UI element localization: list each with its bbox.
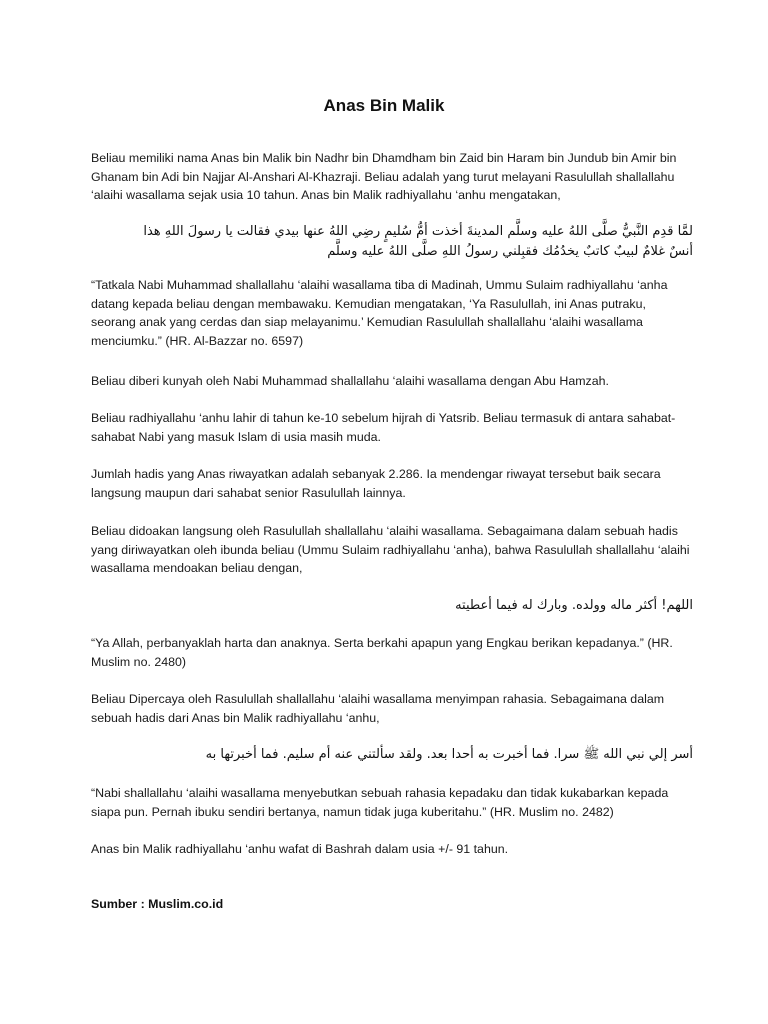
prayer-intro-paragraph: Beliau didoakan langsung oleh Rasulullah shallallahu ‘alaihi wasallama. Sebagaimana dalam sebuah hadis yang diriwayatkan oleh ibunda beliau (Ummu Sulaim radhiyallahu ‘anha), bahwa Rasulullah shallallahu ‘alaihi wasallama mendoakan beliau dengan, bbox=[91, 524, 690, 576]
hadith-count-paragraph: Jumlah hadis yang Anas riwayatkan adalah sebanyak 2.286. Ia mendengar riwayat tersebut baik secara langsung maupun dari sahabat senior Rasulullah lainnya. bbox=[91, 467, 661, 500]
arabic-secret-hadith: أسر إلي نبي الله ﷺ سرا. فما أخبرت به أحدا بعد. ولقد سألتني عنه أم سليم. فما أخبرتها به bbox=[205, 747, 693, 762]
secret-translation-paragraph: “Nabi shallallahu ‘alaihi wasallama menyebutkan sebuah rahasia kepadaku dan tidak kukabarkan kepada siapa pun. Pernah ibuku sendiri bertanya, namun tidak juga kuberitahu.” (HR. Muslim no. 2482) bbox=[91, 786, 669, 819]
arabic-prayer: اللهم! أكثر ماله وولده. وبارك له فيما أعطيته bbox=[455, 598, 693, 613]
secret-intro-paragraph: Beliau Dipercaya oleh Rasulullah shallallahu ‘alaihi wasallama menyimpan rahasia. Sebagaimana dalam sebuah hadis dari Anas bin Malik radhiyallahu ‘anhu, bbox=[91, 692, 665, 725]
arabic-hadith-line-2: أنسٌ غلامٌ لبيبٌ كاتبٌ يخدُمُك فقبِلني رسولُ اللهِ صلَّى اللهُ عليه وسلَّم bbox=[327, 244, 693, 259]
arabic-hadith-line-1: لمَّا قدِم النَّبيُّ صلَّى اللهُ عليه وسلَّم المدينةَ أخذت أمُّ سُليمٍ رضِي اللهُ عنها بيدي فقالت يا رسولَ اللهِ هذا bbox=[143, 224, 693, 239]
prayer-translation-paragraph: “Ya Allah, perbanyaklah harta dan anaknya. Serta berkahi apapun yang Engkau berikan kepadanya.” (HR. Muslim no. 2480) bbox=[91, 636, 673, 669]
birth-paragraph: Beliau radhiyallahu ‘anhu lahir di tahun ke-10 sebelum hijrah di Yatsrib. Beliau termasuk di antara sahabat-sahabat Nabi yang masuk Islam di usia masih muda. bbox=[91, 411, 676, 444]
hadith-translation-paragraph: “Tatkala Nabi Muhammad shallallahu ‘alaihi wasallama tiba di Madinah, Ummu Sulaim radhiyallahu ‘anha datang kepada beliau dengan membawaku. Kemudian mengatakan, ‘Ya Rasulullah, ini Anas putraku, seorang anak yang cerdas dan siap melayanimu.’ Kemudian Rasulullah shallallahu ‘alaihi wasallama menciumku.” (HR. Al-Bazzar no. 6597) bbox=[91, 278, 668, 348]
source-credit: Sumber : Muslim.co.id bbox=[91, 897, 224, 911]
page-title: Anas Bin Malik bbox=[323, 96, 445, 115]
death-paragraph: Anas bin Malik radhiyallahu ‘anhu wafat di Bashrah dalam usia +/- 91 tahun. bbox=[91, 842, 509, 856]
intro-paragraph: Beliau memiliki nama Anas bin Malik bin Nadhr bin Dhamdham bin Zaid bin Haram bin Jundub bin Amir bin Ghanam bin Adi bin Najjar Al-Anshari Al-Khazraji. Beliau adalah yang turut melayani Rasulullah shallallahu ‘alaihi wasallama sejak usia 10 tahun. Anas bin Malik radhiyallahu ‘anhu mengatakan, bbox=[91, 151, 677, 203]
kunyah-paragraph: Beliau diberi kunyah oleh Nabi Muhammad shallallahu ‘alaihi wasallama dengan Abu Hamzah. bbox=[91, 374, 609, 388]
